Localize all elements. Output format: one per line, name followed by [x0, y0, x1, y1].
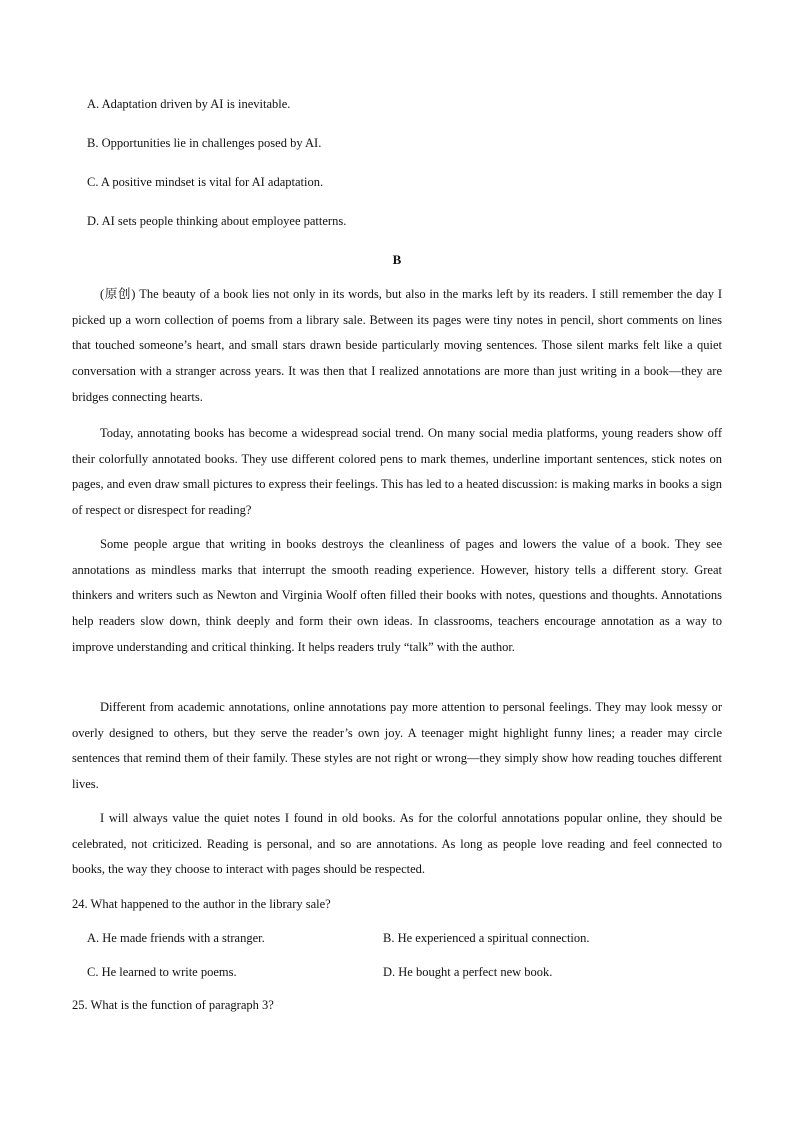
question-25-stem: 25. What is the function of paragraph 3? — [72, 998, 274, 1012]
passage-paragraph-3: Some people argue that writing in books destroys the cleanliness of pages and lowers the value of a book. They see annotations as mindless marks that interrupt the smooth reading experience. However, history tells a different story. Great thinkers and writers such as Newton and Virginia Woolf often filled their books with notes, questions and thoughts. Annotations help readers slow down, think deeply and form their own ideas. In classrooms, teachers encourage annotation as a way to improve understanding and critical thinking. It helps readers truly “talk” with the author. — [72, 537, 722, 654]
question-24-option-a: A. He made friends with a stranger. — [87, 931, 265, 945]
prev-option-a: A. Adaptation driven by AI is inevitable. — [87, 97, 291, 111]
question-24-stem: 24. What happened to the author in the library sale? — [72, 897, 331, 911]
passage-paragraph-5: I will always value the quiet notes I found in old books. As for the colorful annotations popular online, they should be celebrated, not criticized. Reading is personal, and so are annotations. As long as people love reading and feel connected to books, the way they choose to interact with pages should be respected. — [72, 811, 722, 877]
passage-paragraph-1: (原创) The beauty of a book lies not only in its words, but also in the marks left by its readers. I still remember the day I picked up a worn collection of poems from a library sale. Between its pages were tiny notes in pencil, short comments on lines that touched someone’s heart, and small stars drawn beside particularly moving sentences. Those silent marks felt like a quiet conversation with a stranger across years. It was then that I realized annotations are more than just writing in a book—they are bridges connecting hearts. — [72, 287, 722, 404]
question-24-option-d: D. He bought a perfect new book. — [383, 965, 553, 979]
prev-option-d: D. AI sets people thinking about employee patterns. — [87, 214, 347, 228]
passage-title: B — [392, 252, 402, 267]
prev-option-c: C. A positive mindset is vital for AI adaptation. — [87, 175, 324, 189]
prev-option-b: B. Opportunities lie in challenges posed by AI. — [87, 136, 322, 150]
passage-paragraph-2: Today, annotating books has become a widespread social trend. On many social media platforms, young readers show off their colorfully annotated books. They use different colored pens to mark themes, underline important sentences, stick notes on pages, and even draw small pictures to express their feelings. This has led to a heated discussion: is making marks in books a sign of respect or disrespect for reading? — [72, 426, 722, 518]
question-24-option-b: B. He experienced a spiritual connection. — [383, 931, 590, 945]
passage-paragraph-4: Different from academic annotations, online annotations pay more attention to personal feelings. They may look messy or overly designed to others, but they serve the reader’s own joy. A teenager might highlight funny lines; a reader may circle sentences that remind them of their family. These styles are not right or wrong—they simply show how reading touches different lives. — [72, 700, 722, 792]
question-24-option-c: C. He learned to write poems. — [87, 965, 237, 979]
